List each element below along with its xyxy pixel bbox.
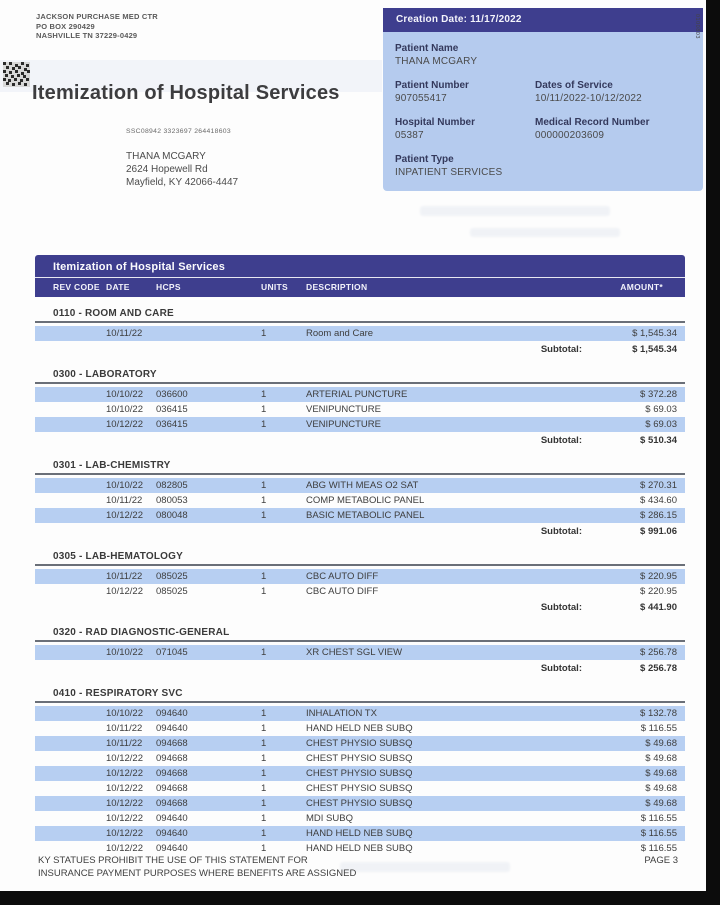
- cell-date: 10/12/22: [106, 798, 143, 809]
- section-rows: [35, 645, 685, 677]
- section-header: 0305 - LAB-HEMATOLOGY: [35, 548, 685, 566]
- section-header: 0110 - ROOM AND CARE: [35, 305, 685, 323]
- cell-description: XR CHEST SGL VIEW: [306, 647, 403, 658]
- info-field: [535, 79, 691, 105]
- scan-edge-bottom: [0, 891, 720, 905]
- cell-date: 10/12/22: [106, 783, 143, 794]
- info-field-label: Patient Name: [395, 43, 459, 54]
- side-print-code: 0100803: [694, 14, 700, 39]
- cell-units: 1: [261, 813, 267, 824]
- cell-amount: $ 49.68: [645, 753, 677, 764]
- info-field: [395, 79, 523, 105]
- table-row: [35, 387, 685, 402]
- cell-rev-code: [35, 721, 106, 736]
- cell-hcps: 094668: [156, 768, 188, 779]
- cell-units: 1: [261, 419, 267, 430]
- itemization-table: [35, 255, 685, 856]
- cell-date: 10/12/22: [106, 510, 143, 521]
- cell-rev-code: [35, 417, 106, 432]
- info-field-value: THANA MCGARY: [395, 56, 478, 67]
- section-rows: [35, 478, 685, 540]
- cell-date: 10/10/22: [106, 389, 143, 400]
- info-field-value: INPATIENT SERVICES: [395, 167, 503, 178]
- cell-units: 1: [261, 828, 267, 839]
- subtotal-row: [35, 660, 685, 677]
- cell-hcps: 085025: [156, 586, 188, 597]
- info-field-label: Patient Number: [395, 80, 469, 91]
- cell-hcps: 082805: [156, 480, 188, 491]
- cell-rev-code: [35, 584, 106, 599]
- section-header: 0300 - LABORATORY: [35, 366, 685, 384]
- cell-rev-code: [35, 706, 106, 721]
- cell-hcps: 085025: [156, 571, 188, 582]
- cell-date: 10/12/22: [106, 753, 143, 764]
- cell-date: 10/11/22: [106, 495, 143, 506]
- table-row: [35, 478, 685, 493]
- cell-amount: $ 49.68: [645, 783, 677, 794]
- cell-rev-code: [35, 402, 106, 417]
- subtotal-row: [35, 599, 685, 616]
- section-header: 0410 - RESPIRATORY SVC: [35, 685, 685, 703]
- page-number: PAGE 3: [644, 855, 678, 866]
- cell-description: Room and Care: [306, 328, 374, 339]
- cell-amount: $ 372.28: [640, 389, 677, 400]
- info-field-value: 10/11/2022-10/12/2022: [535, 93, 642, 104]
- cell-description: ABG WITH MEAS O2 SAT: [306, 480, 419, 491]
- cell-amount: $ 116.55: [640, 828, 677, 839]
- cell-description: CHEST PHYSIO SUBSQ: [306, 768, 413, 779]
- column-rev-code: REV CODE: [53, 282, 100, 292]
- cell-units: 1: [261, 798, 267, 809]
- cell-rev-code: [35, 751, 106, 766]
- footer: [38, 854, 686, 880]
- cell-description: VENIPUNCTURE: [306, 404, 381, 415]
- cell-units: 1: [261, 404, 267, 415]
- cell-hcps: 080053: [156, 495, 188, 506]
- cell-description: CHEST PHYSIO SUBSQ: [306, 798, 413, 809]
- table-row: [35, 751, 685, 766]
- subtotal-amount: $ 256.78: [640, 663, 677, 674]
- sender-line: NASHVILLE TN 37229-0429: [36, 31, 138, 40]
- section-header: 0320 - RAD DIAGNOSTIC-GENERAL: [35, 624, 685, 642]
- patient-info-box: [383, 8, 703, 191]
- creation-date-bar: Creation Date: 11/17/2022: [383, 8, 703, 32]
- recipient-street: 2624 Hopewell Rd: [126, 164, 208, 175]
- info-field-value: 05387: [395, 130, 424, 141]
- cell-date: 10/12/22: [106, 843, 143, 854]
- cell-hcps: 094668: [156, 783, 188, 794]
- cell-amount: $ 270.31: [640, 480, 677, 491]
- cell-date: 10/12/22: [106, 419, 143, 430]
- cell-date: 10/11/22: [106, 723, 143, 734]
- recipient-name: THANA MCGARY: [126, 151, 206, 162]
- cell-hcps: 071045: [156, 647, 188, 658]
- table-row: [35, 417, 685, 432]
- section-rows: [35, 387, 685, 449]
- cell-units: 1: [261, 738, 267, 749]
- subtotal-row: [35, 523, 685, 540]
- column-date: DATE: [106, 282, 130, 292]
- recipient-address: [126, 150, 238, 189]
- cell-description: HAND HELD NEB SUBQ: [306, 828, 413, 839]
- cell-units: 1: [261, 783, 267, 794]
- cell-description: CHEST PHYSIO SUBSQ: [306, 738, 413, 749]
- cell-amount: $ 220.95: [640, 586, 677, 597]
- cell-hcps: 036415: [156, 419, 188, 430]
- table-section: [35, 548, 685, 616]
- cell-rev-code: [35, 569, 106, 584]
- cell-rev-code: [35, 736, 106, 751]
- cell-hcps: 094640: [156, 828, 188, 839]
- footer-disclaimer: [38, 854, 356, 880]
- subtotal-row: [35, 341, 685, 358]
- scan-artifact: [420, 206, 610, 216]
- sender-line: PO BOX 290429: [36, 21, 95, 31]
- cell-hcps: 080048: [156, 510, 188, 521]
- cell-date: 10/11/22: [106, 571, 143, 582]
- subtotal-row: [35, 432, 685, 449]
- cell-hcps: 094668: [156, 738, 188, 749]
- section-rows: [35, 326, 685, 358]
- cell-date: 10/10/22: [106, 480, 143, 491]
- subtotal-label: Subtotal:: [540, 344, 582, 355]
- cell-hcps: 094640: [156, 813, 188, 824]
- cell-hcps: 094640: [156, 723, 188, 734]
- cell-units: 1: [261, 510, 267, 521]
- info-field-label: Dates of Service: [535, 80, 613, 91]
- table-row: [35, 721, 685, 736]
- info-field: [395, 42, 691, 68]
- cell-description: BASIC METABOLIC PANEL: [306, 510, 425, 521]
- cell-units: 1: [261, 328, 267, 339]
- cell-amount: $ 434.60: [640, 495, 677, 506]
- table-section: [35, 457, 685, 540]
- table-row: [35, 493, 685, 508]
- column-units: UNITS: [261, 282, 288, 292]
- table-section: [35, 685, 685, 856]
- table-section: [35, 366, 685, 449]
- info-field-label: Hospital Number: [395, 117, 476, 128]
- cell-hcps: 094668: [156, 798, 188, 809]
- datamatrix-barcode-icon: [3, 62, 30, 87]
- cell-description: MDI SUBQ: [306, 813, 353, 824]
- table-row: [35, 826, 685, 841]
- cell-rev-code: [35, 811, 106, 826]
- table-header: [35, 255, 685, 297]
- cell-description: VENIPUNCTURE: [306, 419, 381, 430]
- disclaimer-line-1: KY STATUES PROHIBIT THE USE OF THIS STATEMENT FOR: [38, 855, 308, 866]
- cell-description: HAND HELD NEB SUBQ: [306, 723, 413, 734]
- cell-units: 1: [261, 647, 267, 658]
- subtotal-label: Subtotal:: [540, 602, 582, 613]
- cell-units: 1: [261, 571, 267, 582]
- section-rows: [35, 706, 685, 856]
- cell-date: 10/12/22: [106, 813, 143, 824]
- table-body: [35, 305, 685, 856]
- cell-hcps: 094640: [156, 843, 188, 854]
- cell-hcps: [156, 326, 261, 341]
- sender-line: JACKSON PURCHASE MED CTR: [36, 12, 158, 21]
- table-section: [35, 305, 685, 358]
- cell-description: COMP METABOLIC PANEL: [306, 495, 425, 506]
- cell-units: 1: [261, 480, 267, 491]
- table-row: [35, 645, 685, 660]
- info-field-value: 907055417: [395, 93, 447, 104]
- cell-units: 1: [261, 495, 267, 506]
- column-amount: AMOUNT*: [620, 282, 663, 292]
- cell-amount: $ 286.15: [640, 510, 677, 521]
- cell-rev-code: [35, 826, 106, 841]
- subtotal-amount: $ 441.90: [640, 602, 677, 613]
- cell-hcps: 036415: [156, 404, 188, 415]
- mailing-code: SSC08942 3323697 264418603: [126, 128, 231, 135]
- table-row: [35, 796, 685, 811]
- cell-amount: $ 1,545.34: [632, 328, 677, 339]
- table-row: [35, 326, 685, 341]
- info-field-label: Patient Type: [395, 154, 454, 165]
- recipient-city: Mayfield, KY 42066-4447: [126, 177, 239, 188]
- cell-rev-code: [35, 493, 106, 508]
- cell-date: 10/11/22: [106, 738, 143, 749]
- cell-units: 1: [261, 389, 267, 400]
- cell-date: 10/10/22: [106, 647, 143, 658]
- info-field: [395, 116, 523, 142]
- cell-date: 10/10/22: [106, 404, 143, 415]
- cell-rev-code: [35, 781, 106, 796]
- subtotal-amount: $ 510.34: [640, 435, 677, 446]
- info-field-label: Medical Record Number: [535, 117, 650, 128]
- cell-date: 10/11/22: [106, 328, 143, 339]
- subtotal-label: Subtotal:: [540, 526, 582, 537]
- table-title: Itemization of Hospital Services: [35, 255, 685, 278]
- cell-amount: $ 69.03: [645, 419, 677, 430]
- cell-hcps: 036600: [156, 389, 188, 400]
- cell-units: 1: [261, 723, 267, 734]
- cell-hcps: 094668: [156, 753, 188, 764]
- info-field-value: 000000203609: [535, 130, 605, 141]
- cell-rev-code: [35, 387, 106, 402]
- cell-date: 10/10/22: [106, 708, 143, 719]
- document-title: Itemization of Hospital Services: [32, 82, 340, 104]
- cell-units: 1: [261, 708, 267, 719]
- cell-amount: $ 220.95: [640, 571, 677, 582]
- cell-rev-code: [35, 508, 106, 523]
- cell-units: 1: [261, 768, 267, 779]
- cell-amount: $ 49.68: [645, 798, 677, 809]
- subtotal-amount: $ 1,545.34: [632, 344, 677, 355]
- disclaimer-line-2: INSURANCE PAYMENT PURPOSES WHERE BENEFITS ARE ASSIGNED: [38, 868, 357, 879]
- cell-units: 1: [261, 843, 267, 854]
- cell-rev-code: [35, 478, 106, 493]
- table-row: [35, 706, 685, 721]
- cell-description: CBC AUTO DIFF: [306, 571, 379, 582]
- table-row: [35, 584, 685, 599]
- table-row: [35, 736, 685, 751]
- cell-amount: $ 256.78: [640, 647, 677, 658]
- table-row: [35, 402, 685, 417]
- cell-amount: $ 132.78: [640, 708, 677, 719]
- cell-description: HAND HELD NEB SUBQ: [306, 843, 413, 854]
- table-row: [35, 766, 685, 781]
- sender-address: [36, 12, 158, 41]
- table-section: [35, 624, 685, 677]
- cell-amount: $ 116.55: [640, 813, 677, 824]
- cell-description: CHEST PHYSIO SUBSQ: [306, 753, 413, 764]
- table-row: [35, 811, 685, 826]
- column-description: DESCRIPTION: [306, 282, 368, 292]
- cell-description: CHEST PHYSIO SUBSQ: [306, 783, 413, 794]
- cell-date: 10/12/22: [106, 586, 143, 597]
- cell-description: CBC AUTO DIFF: [306, 586, 379, 597]
- section-rows: [35, 569, 685, 616]
- table-row: [35, 781, 685, 796]
- cell-rev-code: [35, 796, 106, 811]
- cell-units: 1: [261, 753, 267, 764]
- cell-rev-code: [35, 645, 106, 660]
- cell-date: 10/12/22: [106, 828, 143, 839]
- cell-amount: $ 116.55: [640, 723, 677, 734]
- cell-amount: $ 69.03: [645, 404, 677, 415]
- table-row: [35, 508, 685, 523]
- cell-units: 1: [261, 586, 267, 597]
- cell-description: INHALATION TX: [306, 708, 377, 719]
- section-header: 0301 - LAB-CHEMISTRY: [35, 457, 685, 475]
- info-field: [535, 116, 691, 142]
- scan-artifact: [470, 228, 620, 237]
- info-field: [395, 153, 691, 179]
- subtotal-label: Subtotal:: [540, 435, 582, 446]
- cell-hcps: 094640: [156, 708, 188, 719]
- cell-rev-code: [35, 766, 106, 781]
- column-hcps: HCPS: [156, 282, 181, 292]
- cell-amount: $ 49.68: [645, 768, 677, 779]
- subtotal-label: Subtotal:: [540, 663, 582, 674]
- cell-date: 10/12/22: [106, 768, 143, 779]
- cell-rev-code: [35, 326, 106, 341]
- cell-amount: $ 116.55: [640, 843, 677, 854]
- scan-edge-right: [706, 0, 720, 905]
- cell-amount: $ 49.68: [645, 738, 677, 749]
- cell-description: ARTERIAL PUNCTURE: [306, 389, 408, 400]
- patient-info-fields: [383, 32, 703, 191]
- subtotal-amount: $ 991.06: [640, 526, 677, 537]
- table-row: [35, 569, 685, 584]
- table-column-headers: [35, 278, 685, 297]
